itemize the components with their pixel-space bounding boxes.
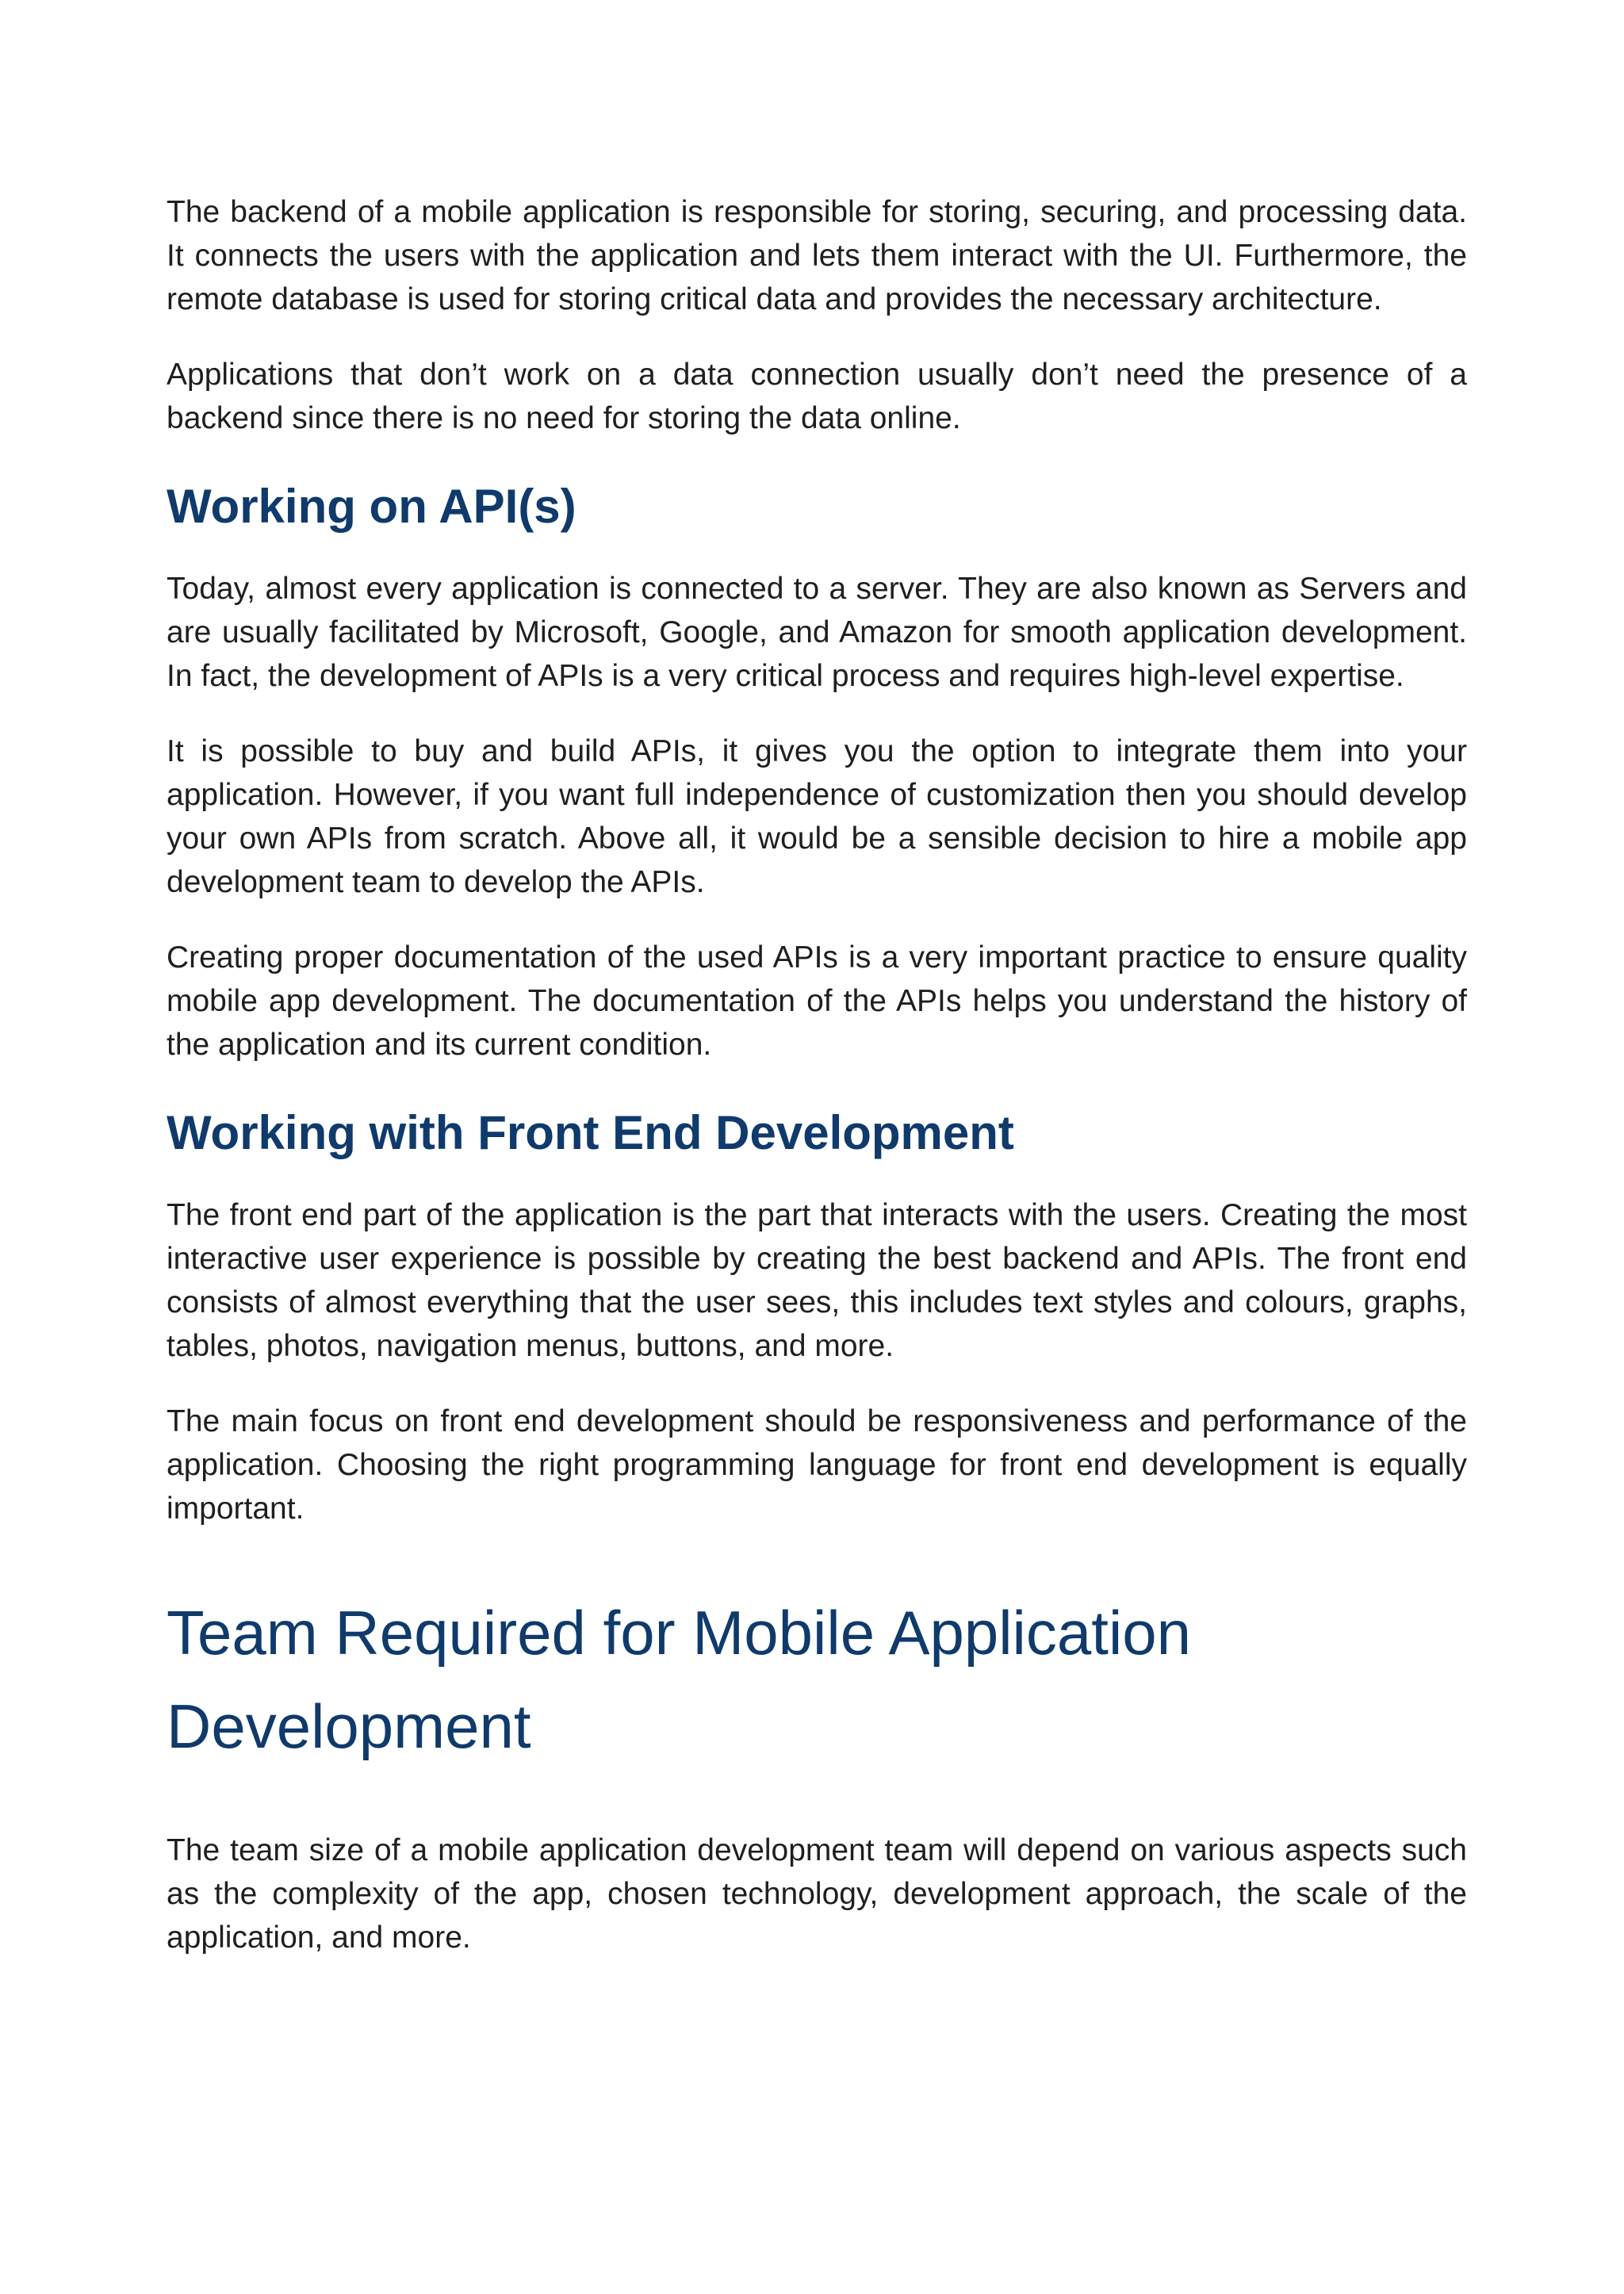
heading-team-required: Team Required for Mobile Application Development: [167, 1598, 1192, 1761]
paragraph-front-end-focus: The main focus on front end development should be responsiveness and performance of the application. Choosing the right programming language for front end development is equally important.: [167, 1404, 1467, 1526]
heading-working-on-apis: Working on API(s): [167, 480, 576, 533]
document-page: [167, 190, 1467, 1991]
paragraph-backend-intro: The backend of a mobile application is responsible for storing, securing, and processing data. It connects the users with the application and lets them interact with the UI. Furthermore, the remote database is used for storing critical data and provides the necessary architecture.: [167, 195, 1467, 316]
paragraph-buy-build-apis: It is possible to buy and build APIs, it gives you the option to integrate them into your application. However, if you want full independence of customization then you should develop your own APIs from scratch. Above all, it would be a sensible decision to hire a mobile app development team to develop the APIs.: [167, 734, 1467, 899]
heading-front-end-development: Working with Front End Development: [167, 1106, 1014, 1159]
paragraph-offline-apps: Applications that don’t work on a data connection usually don’t need the presence of a backend since there is no need for storing the data online.: [167, 358, 1467, 435]
paragraph-team-size: The team size of a mobile application development team will depend on various aspects such as the complexity of the app, chosen technology, development approach, the scale of the application, and more.: [167, 1833, 1467, 1955]
paragraph-apis-servers: Today, almost every application is connected to a server. They are also known as Servers and are usually facilitated by Microsoft, Google, and Amazon for smooth application development. In fact, the development of APIs is a very critical process and requires high-level expertise.: [167, 572, 1467, 693]
paragraph-api-documentation: Creating proper documentation of the used APIs is a very important practice to ensure quality mobile app development. The documentation of the APIs helps you understand the history of the application and its current condition.: [167, 940, 1467, 1062]
paragraph-front-end-overview: The front end part of the application is the part that interacts with the users. Creating the most interactive user experience is possible by creating the best backend and APIs. The front end consists of almost everything that the user sees, this includes text styles and colours, graphs, tables, photos, navigation menus, buttons, and more.: [167, 1198, 1467, 1363]
